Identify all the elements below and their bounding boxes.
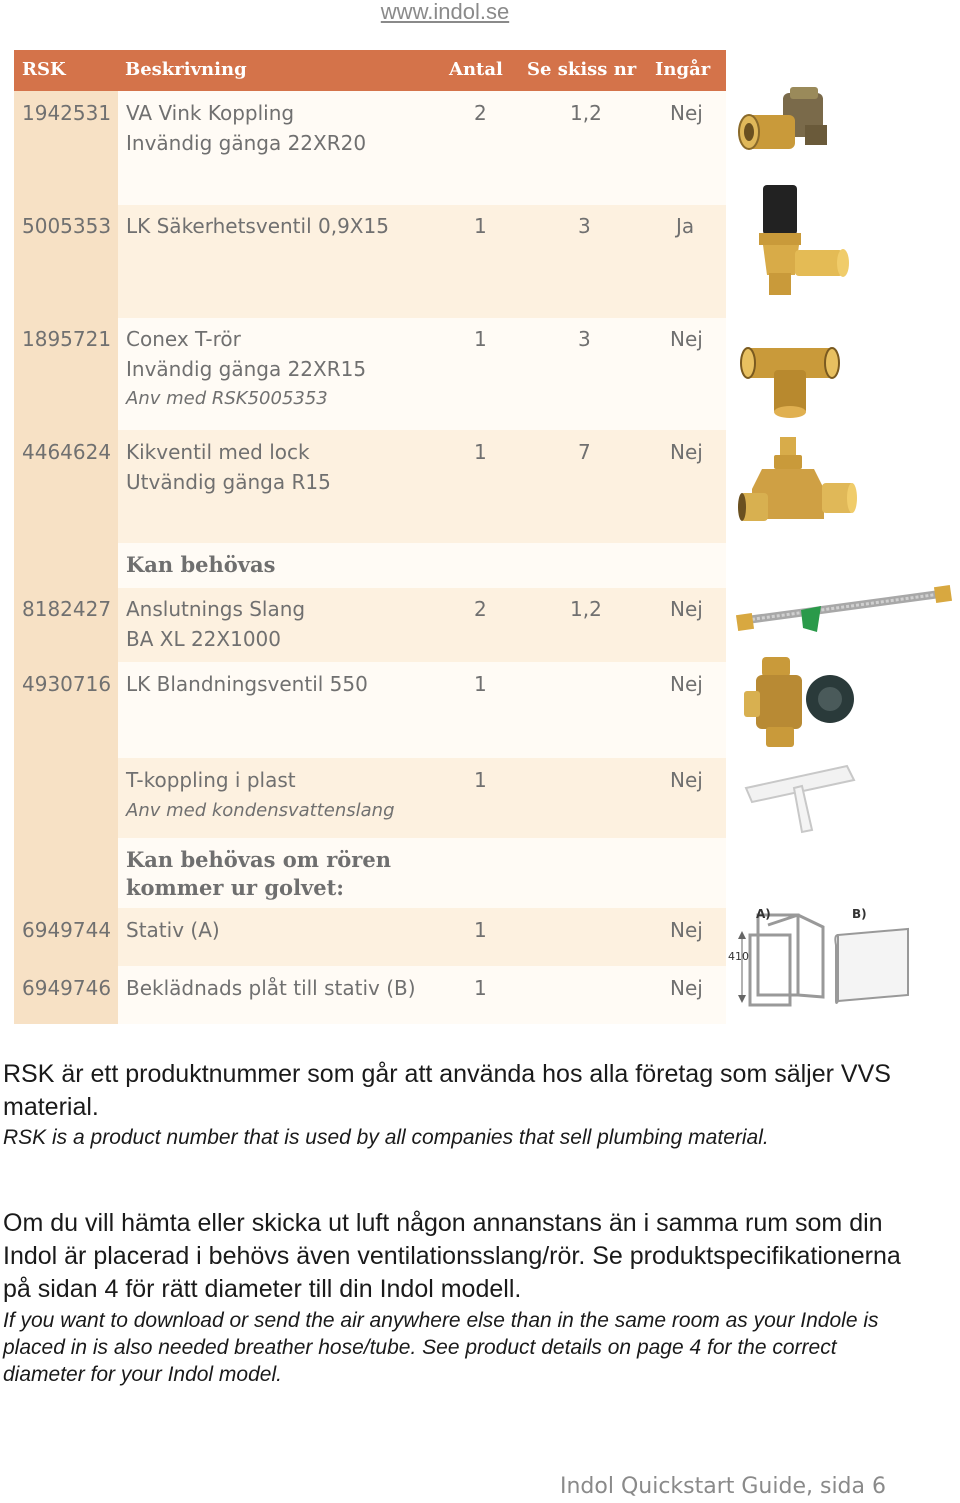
- header-skiss: Se skiss nr: [527, 59, 637, 80]
- elbow-coupling-image: [735, 85, 840, 165]
- air-explanation-sv: Om du vill hämta eller skicka ut luft någon annanstans än i samma rum som din Indol är placerad i behövs även ventilationsslang/rör. Se produktspecifikationerna på sidan 4 för rätt diameter till din Indol modell.: [3, 1209, 901, 1303]
- quantity: 1: [474, 768, 487, 792]
- quantity: 2: [474, 101, 487, 125]
- description-line: VA Vink Koppling: [126, 101, 295, 125]
- quantity: 1: [474, 672, 487, 696]
- rsk-explanation-en: RSK is a product number that is used by all companies that sell plumbing material.: [3, 1126, 769, 1149]
- check-valve-image: [738, 435, 858, 540]
- rsk-number: 6949746: [22, 976, 112, 1000]
- site-url-link[interactable]: www.indol.se: [380, 0, 510, 24]
- included: Nej: [670, 768, 703, 792]
- rsk-number: 5005353: [22, 214, 112, 238]
- rsk-number: 8182427: [22, 597, 112, 621]
- header-antal: Antal: [449, 59, 503, 80]
- description-line: Invändig gänga 22XR20: [126, 131, 367, 155]
- quantity: 1: [474, 976, 487, 1000]
- mixing-valve-image: [742, 655, 862, 750]
- connection-hose-image: [735, 580, 955, 640]
- description-line: BA XL 22X1000: [126, 627, 282, 651]
- header-rsk: RSK: [22, 59, 66, 80]
- plastic-t-coupling-image: [742, 758, 857, 838]
- description-line: LK Blandningsventil 550: [126, 672, 368, 696]
- included: Nej: [670, 440, 703, 464]
- description-line: Utvändig gänga R15: [126, 470, 331, 494]
- stand-diagram: [728, 905, 918, 1015]
- included: Nej: [670, 672, 703, 696]
- quantity: 1: [474, 214, 487, 238]
- included: Nej: [670, 597, 703, 621]
- included: Nej: [670, 327, 703, 351]
- stand-label-b: B): [852, 907, 867, 921]
- header-beskrivning: Beskrivning: [125, 59, 247, 80]
- description-line: Conex T-rör: [126, 327, 241, 351]
- quantity: 2: [474, 597, 487, 621]
- t-pipe-image: [740, 340, 840, 420]
- rsk-number: 6949744: [22, 918, 112, 942]
- rsk-number: 1895721: [22, 327, 112, 351]
- description-line: Invändig gänga 22XR15: [126, 357, 367, 381]
- section-title: Kan behövas om rören: [126, 847, 392, 872]
- header-ingar: Ingår: [655, 59, 711, 80]
- description-note: Anv med RSK5005353: [126, 388, 328, 409]
- quantity: 1: [474, 327, 487, 351]
- rsk-number: 1942531: [22, 101, 112, 125]
- sketch-number: 1,2: [570, 101, 602, 125]
- safety-valve-image: [755, 185, 850, 300]
- included: Nej: [670, 101, 703, 125]
- section-title: Kan behövas: [126, 552, 276, 577]
- description-line: LK Säkerhetsventil 0,9X15: [126, 214, 389, 238]
- page-footer: Indol Quickstart Guide, sida 6: [559, 1474, 886, 1499]
- included: Ja: [676, 214, 695, 238]
- sketch-number: 3: [578, 327, 591, 351]
- sketch-number: 7: [578, 440, 591, 464]
- rsk-number: 4464624: [22, 440, 112, 464]
- description-line: Kikventil med lock: [126, 440, 310, 464]
- rsk-number: 4930716: [22, 672, 112, 696]
- included: Nej: [670, 976, 703, 1000]
- table-header: [14, 50, 726, 91]
- section-title: kommer ur golvet:: [126, 875, 345, 900]
- sketch-number: 3: [578, 214, 591, 238]
- description-line: T-koppling i plast: [126, 768, 296, 792]
- rsk-explanation-sv: RSK är ett produktnummer som går att använda hos alla företag som säljer VVS material.: [3, 1060, 891, 1121]
- description-line: Anslutnings Slang: [126, 597, 306, 621]
- included: Nej: [670, 918, 703, 942]
- air-explanation-en: If you want to download or send the air anywhere else than in the same room as your Indole is placed in is also needed breather hose/tube. See product details on page 4 for the correct diameter for your Indol model.: [3, 1309, 879, 1386]
- sketch-number: 1,2: [570, 597, 602, 621]
- quantity: 1: [474, 918, 487, 942]
- description-note: Anv med kondensvattenslang: [126, 800, 395, 821]
- quantity: 1: [474, 440, 487, 464]
- description-line: Stativ (A): [126, 918, 220, 942]
- stand-height-label: 410: [728, 950, 749, 963]
- description-line: Beklädnads plåt till stativ (B): [126, 976, 416, 1000]
- stand-label-a: A): [756, 907, 771, 921]
